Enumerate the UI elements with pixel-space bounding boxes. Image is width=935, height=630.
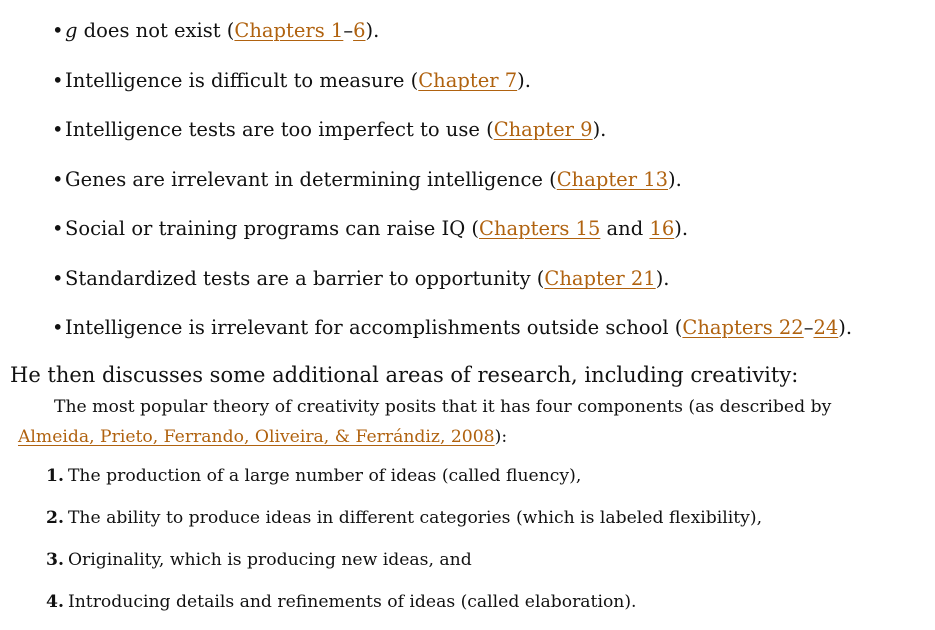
bullet-marker: • [52, 167, 64, 191]
block-quote [18, 392, 898, 452]
bullet-marker: • [52, 217, 64, 240]
italic-term: g [65, 19, 78, 42]
list-item [46, 546, 906, 574]
list-item [46, 462, 906, 490]
quote-text: The most popular theory of creativity posits that it has four components (as described by [54, 397, 832, 417]
components-list [46, 462, 906, 630]
list-item [52, 115, 922, 145]
chapter-link[interactable]: Chapter 9 [493, 118, 593, 141]
chapter-link[interactable]: Chapters 15 [479, 217, 601, 240]
list-item [52, 16, 922, 46]
list-item [52, 264, 922, 294]
item-text: does not exist ( [77, 19, 235, 42]
item-text: The ability to produce ideas in different categories (which is labeled flexibility), [67, 508, 763, 528]
item-text: ). [838, 316, 853, 339]
item-text: Genes are irrelevant in determining intelligence ( [65, 167, 557, 191]
bullet-marker: • [52, 19, 64, 42]
item-text: Intelligence is difficult to measure ( [65, 68, 419, 92]
item-text: ). [674, 217, 689, 240]
citation-link[interactable]: Almeida, Prieto, Ferrando, Oliveira, & Ferrándiz, 2008 [18, 427, 495, 447]
list-item [52, 313, 922, 343]
lead-paragraph: He then discusses some additional areas of research, including creativity: [10, 363, 799, 387]
list-item [46, 504, 906, 532]
claims-list [52, 16, 922, 363]
list-item [52, 214, 922, 244]
chapter-link[interactable]: Chapter 21 [544, 266, 656, 290]
bullet-marker: • [52, 68, 64, 92]
item-text: Standardized tests are a barrier to opportunity ( [65, 266, 545, 290]
item-number: 3. [46, 550, 64, 570]
quote-end: ): [494, 427, 508, 447]
chapter-link[interactable]: 24 [813, 316, 839, 339]
item-text: ). [365, 19, 380, 42]
chapter-link[interactable]: Chapters 1 [234, 19, 344, 42]
chapter-link[interactable]: 16 [649, 217, 675, 240]
item-text: The production of a large number of ideas (called fluency), [67, 466, 582, 486]
item-text: ). [517, 68, 531, 92]
item-number: 1. [46, 466, 64, 486]
bullet-marker: • [52, 118, 64, 141]
bullet-marker: • [52, 316, 64, 339]
chapter-link[interactable]: 6 [353, 19, 366, 42]
list-item [46, 588, 906, 616]
item-number: 2. [46, 508, 64, 528]
item-text: Social or training programs can raise IQ ( [65, 217, 480, 240]
item-text: ). [668, 167, 682, 191]
list-item [52, 165, 922, 195]
item-text: – [343, 19, 354, 42]
item-text: and [600, 217, 650, 240]
bullet-marker: • [52, 266, 64, 290]
item-number: 4. [46, 592, 64, 612]
item-text: ). [592, 118, 607, 141]
list-item [52, 66, 922, 96]
item-text: – [803, 316, 814, 339]
chapter-link[interactable]: Chapters 22 [682, 316, 804, 339]
item-text: Intelligence is irrelevant for accomplishments outside school ( [65, 316, 683, 339]
chapter-link[interactable]: Chapter 7 [418, 68, 518, 92]
item-text: ). [655, 266, 670, 290]
chapter-link[interactable]: Chapter 13 [556, 167, 669, 191]
item-text: Originality, which is producing new ideas, and [67, 550, 472, 570]
item-text: Introducing details and refinements of ideas (called elaboration). [67, 592, 637, 612]
item-text: Intelligence tests are too imperfect to use ( [65, 118, 494, 141]
